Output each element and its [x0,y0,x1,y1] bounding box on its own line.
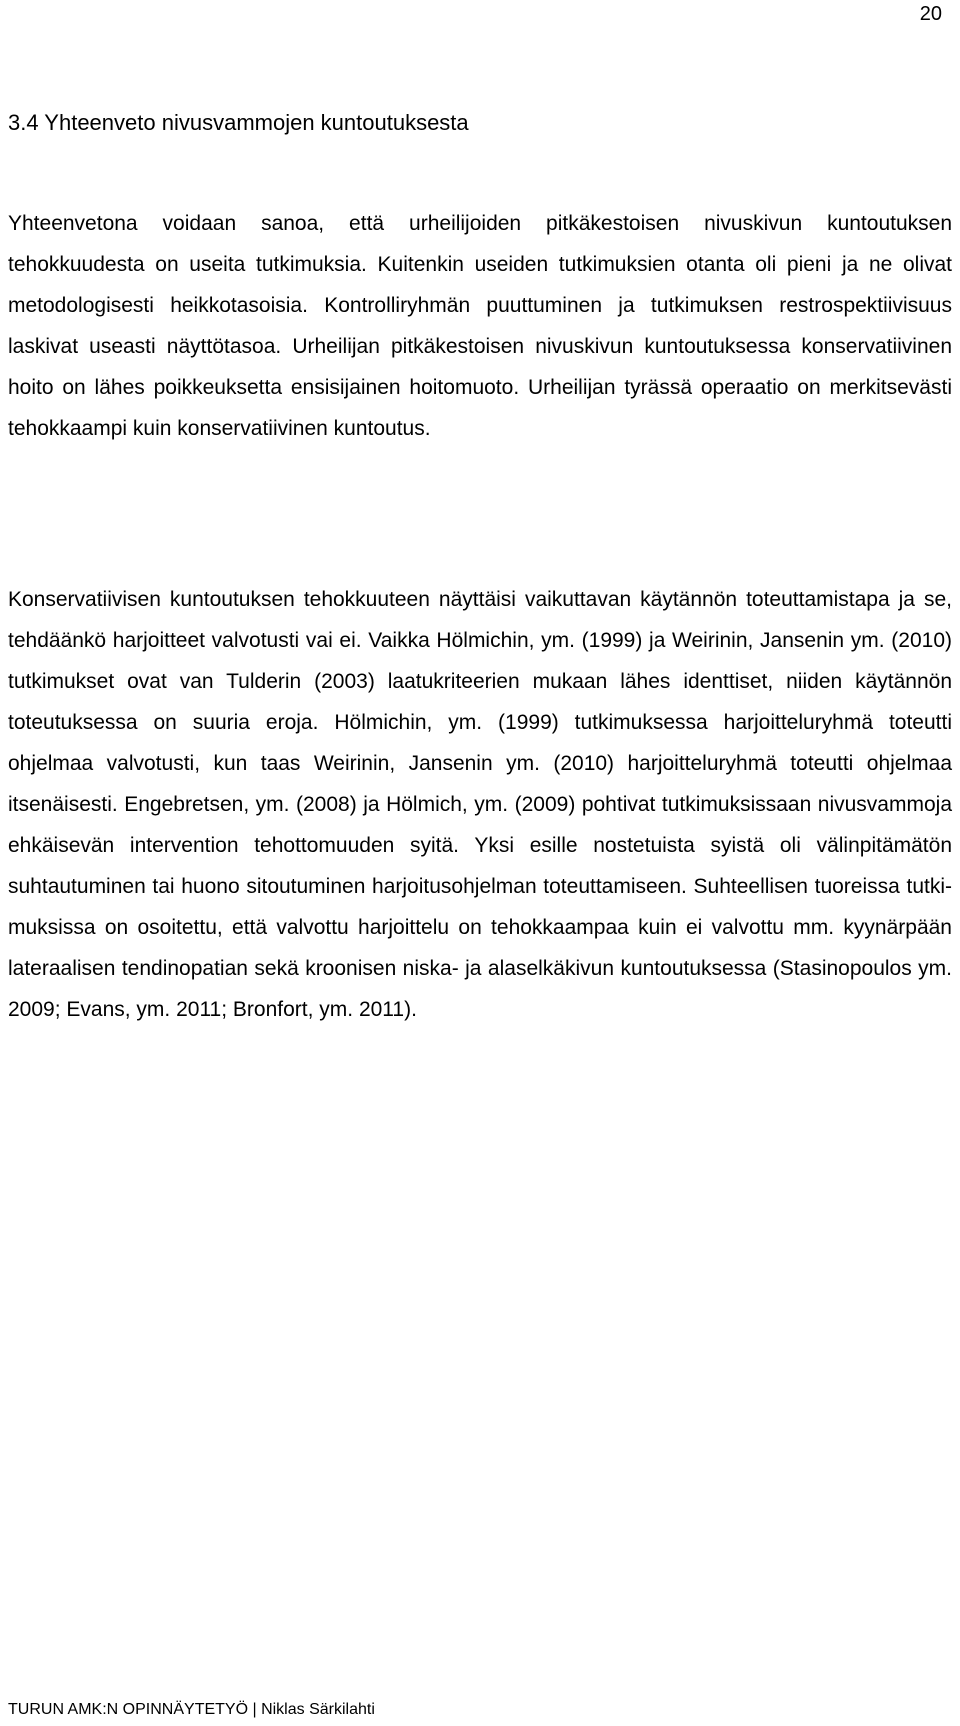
body-paragraph: Yhteenvetona voidaan sanoa, että urheilijoiden pitkäkestoisen nivuskivun kuntoutuksen tehokkuudesta on useita tutkimuksia. Kuitenkin useiden tutkimuksien otanta oli pieni ja ne olivat metodologisesti heikkotasoisia. Kontrolliryhmän puuttuminen ja tutkimuksen restrospektiivisuus laskivat useasti näyttötasoa. Urheilijan pitkäkestoisen nivuskivun kuntoutuksessa konservatiivinen hoito on lähes poikkeuksetta ensisijainen hoitomuoto. Urheilijan tyrässä operaatio on merkitsevästi tehokkaampi kuin konservatiivinen kuntoutus. [8,212,952,440]
footer: TURUN AMK:N OPINNÄYTETYÖ | Niklas Särkilahti [8,1701,375,1718]
page-number: 20 [919,3,942,25]
section-heading: 3.4 Yhteenveto nivusvammojen kuntoutuksesta [8,110,469,135]
body-paragraph: Konservatiivisen kuntoutuksen tehokkuuteen näyttäisi vaikuttavan käytännön toteuttamistapa ja se, tehdäänkö harjoitteet valvotusti vai ei. Vaikka Hölmichin, ym. (1999) ja Weirinin, Jansenin ym. (2010) tutkimukset ovat van Tulderin (2003) laatukriteerien mukaan lähes identtiset, niiden käytännön toteutuksessa on suuria eroja. Hölmichin, ym. (1999) tutkimuksessa harjoitteluryhmä toteutti ohjelmaa valvotusti, kun taas Weirinin, Jansenin ym. (2010) harjoitteluryhmä toteutti ohjelmaa itsenäisesti. Engebretsen, ym. (2008) ja Hölmich, ym. (2009) pohtivat tutkimuksissaan nivusvammoja ehkäisevän intervention tehottomuuden syitä. Yksi esille nostetuista syistä oli välinpitämätön suhtautuminen tai huono sitoutuminen harjoitusohjelman toteuttamiseen. Suhteellisen tuoreissa tutkimuksissa on osoitettu, että valvottu harjoittelu on tehokkaampaa kuin ei valvottu mm. kyynärpään lateraalisen tendinopatian sekä kroonisen niska- ja alaselkäkivun kuntoutuksessa (Stasinopoulos ym. 2009; Evans, ym. 2011; Bronfort, ym. 2011). [8,588,952,1021]
